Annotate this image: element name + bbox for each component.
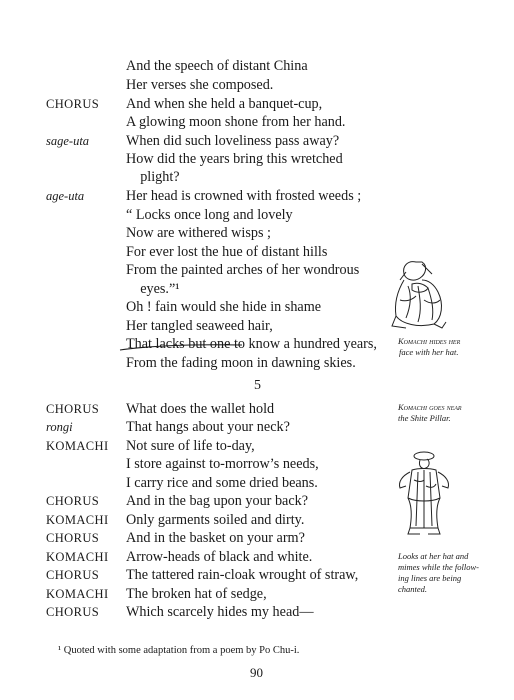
speaker-label: KOMACHI — [46, 439, 109, 453]
speaker-label: CHORUS — [46, 605, 100, 619]
pen-underline-mark — [118, 340, 248, 354]
verse-line: A glowing moon shone from her hand. — [126, 114, 346, 130]
verse-line: The tattered rain-cloak wrought of straw, — [126, 567, 359, 583]
stage-direction: Looks at her hat and — [398, 551, 469, 561]
stage-direction: Komachi goes near — [398, 402, 462, 412]
stage-direction: ing lines are being — [398, 573, 462, 583]
verse-line: eyes.”¹ — [126, 281, 180, 297]
page-number: 90 — [250, 665, 263, 680]
speaker-label: KOMACHI — [46, 513, 109, 527]
verse-line: Not sure of life to-day, — [126, 438, 255, 454]
verse-line: Arrow-heads of black and white. — [126, 549, 313, 565]
verse-line: Oh ! fain would she hide in shame — [126, 299, 322, 315]
verse-line: From the fading moon in dawning skies. — [126, 355, 356, 371]
verse-line: The broken hat of sedge, — [126, 586, 267, 602]
verse-line: “ Locks once long and lovely — [126, 207, 293, 223]
verse-line: Only garments soiled and dirty. — [126, 512, 305, 528]
stage-direction: face with her hat. — [399, 347, 459, 357]
speaker-label: CHORUS — [46, 531, 100, 545]
verse-line: I carry rice and some dried beans. — [126, 475, 318, 491]
speaker-label: CHORUS — [46, 402, 100, 416]
verse-line: Now are withered wisps ; — [126, 225, 271, 241]
verse-line: That hangs about your neck? — [126, 419, 290, 435]
section-label: age-uta — [46, 189, 85, 203]
verse-line: And when she held a banquet-cup, — [126, 96, 323, 112]
section-number: 5 — [254, 378, 261, 393]
verse-line: Her head is crowned with frosted weeds ; — [126, 188, 362, 204]
verse-line: How did the years bring this wretched — [126, 151, 343, 167]
verse-line: Which scarcely hides my head— — [126, 604, 314, 620]
verse-line: What does the wallet hold — [126, 401, 275, 417]
verse-line: And the speech of distant China — [126, 58, 308, 74]
speaker-label: CHORUS — [46, 494, 100, 508]
stage-direction: mimes while the follow- — [398, 562, 479, 572]
section-label: sage-uta — [46, 134, 90, 148]
section-label: rongi — [46, 420, 73, 434]
speaker-label: CHORUS — [46, 568, 100, 582]
verse-line: And in the bag upon your back? — [126, 493, 309, 509]
verse-line: Her verses she composed. — [126, 77, 274, 93]
footnote: ¹ Quoted with some adaptation from a poem by Po Chu-i. — [58, 645, 300, 656]
verse-line: Her tangled seaweed hair, — [126, 318, 273, 334]
verse-line: From the painted arches of her wondrous — [126, 262, 360, 278]
stage-direction: chanted. — [398, 584, 428, 594]
komachi-standing-figure — [396, 446, 452, 538]
komachi-hiding-face-figure — [388, 256, 450, 332]
speaker-label: KOMACHI — [46, 587, 109, 601]
verse-line: And in the basket on your arm? — [126, 530, 305, 546]
verse-line: For ever lost the hue of distant hills — [126, 244, 328, 260]
stage-direction: the Shite Pillar. — [398, 413, 451, 423]
verse-line: I store against to-morrow’s needs, — [126, 456, 319, 472]
speaker-label: CHORUS — [46, 97, 100, 111]
stage-direction: Komachi hides her — [398, 336, 461, 346]
verse-line: When did such loveliness pass away? — [126, 133, 340, 149]
speaker-label: KOMACHI — [46, 550, 109, 564]
verse-line: plight? — [126, 169, 180, 185]
verse-line: That lacks but one to know a hundred years, — [126, 336, 377, 352]
